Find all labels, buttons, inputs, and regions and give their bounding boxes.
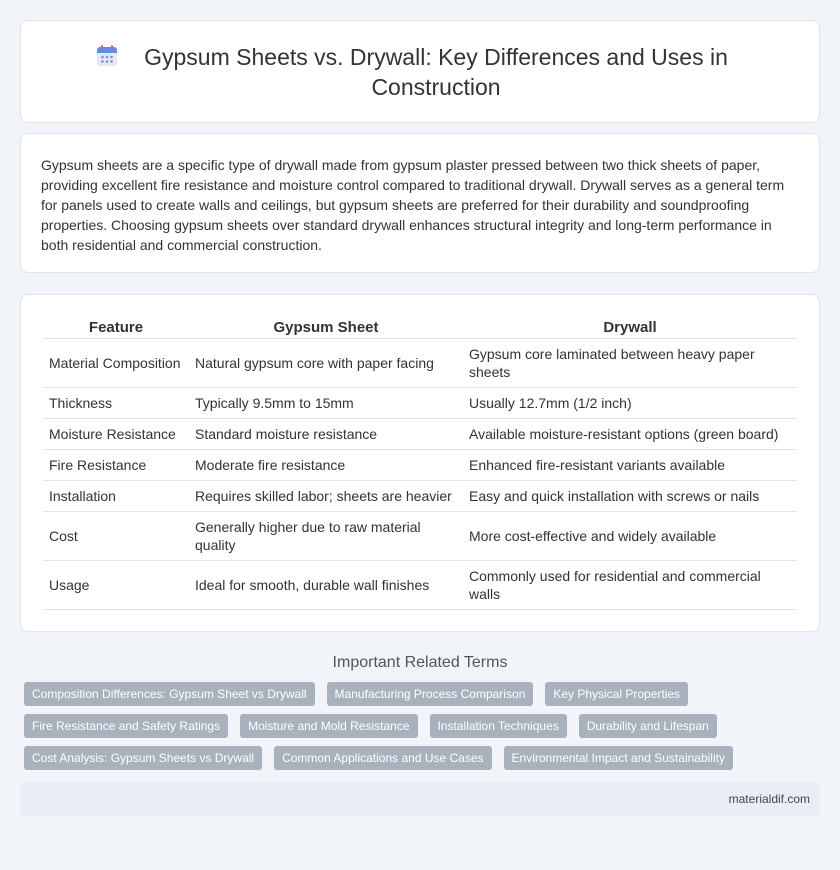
comparison-table xyxy=(43,315,797,610)
related-term-tag[interactable]: Durability and Lifespan xyxy=(579,714,717,738)
table-row xyxy=(43,512,797,561)
table-cell: Easy and quick installation with screws or nails xyxy=(463,481,797,512)
comparison-table-card xyxy=(20,294,820,632)
footer-site-link[interactable]: materialdif.com xyxy=(728,792,810,806)
table-cell: Gypsum core laminated between heavy paper sheets xyxy=(463,339,797,388)
related-term-tag[interactable]: Common Applications and Use Cases xyxy=(274,746,491,770)
table-row xyxy=(43,561,797,610)
related-term-tag[interactable]: Moisture and Mold Resistance xyxy=(240,714,417,738)
table-header-row xyxy=(43,315,797,339)
table-cell: Usually 12.7mm (1/2 inch) xyxy=(463,388,797,419)
related-term-tag[interactable]: Installation Techniques xyxy=(430,714,567,738)
table-cell: Moderate fire resistance xyxy=(189,450,463,481)
table-cell: Typically 9.5mm to 15mm xyxy=(189,388,463,419)
footer xyxy=(20,782,820,816)
table-row xyxy=(43,481,797,512)
table-cell: Ideal for smooth, durable wall finishes xyxy=(189,561,463,610)
related-term-tag[interactable]: Manufacturing Process Comparison xyxy=(327,682,534,706)
related-term-tag[interactable]: Key Physical Properties xyxy=(545,682,688,706)
table-row xyxy=(43,339,797,388)
table-cell: Material Composition xyxy=(43,339,189,388)
header-feature: Feature xyxy=(43,315,189,339)
table-cell: Fire Resistance xyxy=(43,450,189,481)
table-cell: Thickness xyxy=(43,388,189,419)
table-cell: More cost-effective and widely available xyxy=(463,512,797,561)
related-term-tag[interactable]: Composition Differences: Gypsum Sheet vs Drywall xyxy=(24,682,315,706)
related-term-tag[interactable]: Cost Analysis: Gypsum Sheets vs Drywall xyxy=(24,746,262,770)
related-term-tag[interactable]: Environmental Impact and Sustainability xyxy=(504,746,733,770)
table-cell: Usage xyxy=(43,561,189,610)
page-title: Gypsum Sheets vs. Drywall: Key Differences and Uses in Construction xyxy=(144,43,728,100)
related-terms-title: Important Related Terms xyxy=(332,654,508,671)
table-cell: Standard moisture resistance xyxy=(189,419,463,450)
intro-text: Gypsum sheets are a specific type of drywall made from gypsum plaster pressed between two thick sheets of paper, providing excellent fire resistance and moisture control compared to traditional drywall. Drywall serves as a general term for panels used to create walls and ceilings, but gypsum sheets are preferred for their durability and soundproofing properties. Choosing gypsum sheets over standard drywall enhances structural integrity and long-term performance in both residential and commercial construction. xyxy=(41,157,785,253)
header-drywall: Drywall xyxy=(463,315,797,339)
related-terms-tags xyxy=(20,682,820,778)
table-cell: Available moisture-resistant options (green board) xyxy=(463,419,797,450)
intro-card xyxy=(20,133,820,273)
table-cell: Cost xyxy=(43,512,189,561)
calendar-icon xyxy=(94,43,120,69)
table-cell: Installation xyxy=(43,481,189,512)
related-term-tag[interactable]: Fire Resistance and Safety Ratings xyxy=(24,714,228,738)
table-cell: Requires skilled labor; sheets are heavier xyxy=(189,481,463,512)
table-row xyxy=(43,450,797,481)
header-card xyxy=(20,20,820,123)
header-gypsum-sheet: Gypsum Sheet xyxy=(189,315,463,339)
table-cell: Natural gypsum core with paper facing xyxy=(189,339,463,388)
table-row xyxy=(43,419,797,450)
table-cell: Enhanced fire-resistant variants available xyxy=(463,450,797,481)
table-cell: Moisture Resistance xyxy=(43,419,189,450)
table-cell: Commonly used for residential and commercial walls xyxy=(463,561,797,610)
table-row xyxy=(43,388,797,419)
table-cell: Generally higher due to raw material quality xyxy=(189,512,463,561)
